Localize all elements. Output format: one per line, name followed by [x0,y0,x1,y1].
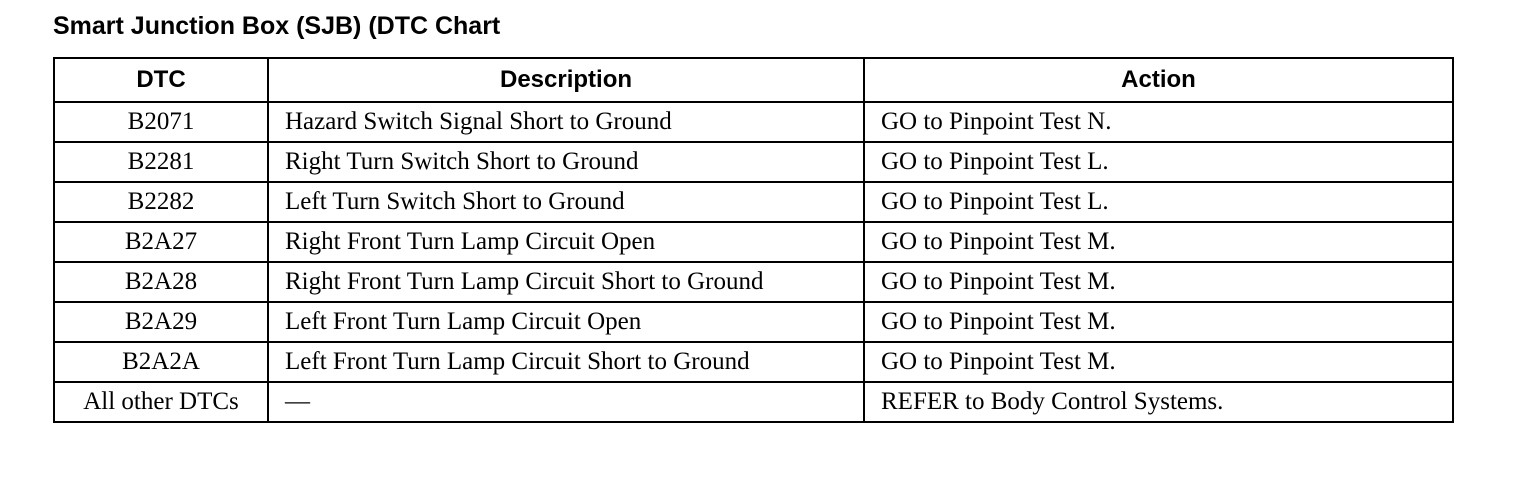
dtc-code-cell: B2282 [54,182,268,222]
table-row [54,102,1453,142]
table-row [54,222,1453,262]
table-row [54,302,1453,342]
table-row [54,182,1453,222]
action-cell: GO to Pinpoint Test N. [864,102,1453,142]
dtc-table [53,57,1454,423]
description-cell: Left Front Turn Lamp Circuit Short to Ground [268,342,864,382]
action-cell: REFER to Body Control Systems. [864,382,1453,422]
dtc-code-cell: B2A29 [54,302,268,342]
dtc-code-cell: All other DTCs [54,382,268,422]
table-row [54,382,1453,422]
dtc-code-cell: B2A28 [54,262,268,302]
description-cell: Left Front Turn Lamp Circuit Open [268,302,864,342]
description-cell: — [268,382,864,422]
description-cell: Left Turn Switch Short to Ground [268,182,864,222]
action-cell: GO to Pinpoint Test L. [864,182,1453,222]
dtc-code-cell: B2281 [54,142,268,182]
page-title: Smart Junction Box (SJB) (DTC Chart [53,12,501,40]
action-cell: GO to Pinpoint Test L. [864,142,1453,182]
action-cell: GO to Pinpoint Test M. [864,302,1453,342]
table-row [54,262,1453,302]
description-cell: Right Front Turn Lamp Circuit Open [268,222,864,262]
dtc-code-cell: B2A27 [54,222,268,262]
table-row [54,342,1453,382]
column-header-description: Description [268,58,864,102]
column-header-action: Action [864,58,1453,102]
dtc-code-cell: B2071 [54,102,268,142]
description-cell: Hazard Switch Signal Short to Ground [268,102,864,142]
column-header-dtc: DTC [54,58,268,102]
description-cell: Right Turn Switch Short to Ground [268,142,864,182]
description-cell: Right Front Turn Lamp Circuit Short to Ground [268,262,864,302]
table-header-row [54,58,1453,102]
action-cell: GO to Pinpoint Test M. [864,342,1453,382]
table-row [54,142,1453,182]
dtc-code-cell: B2A2A [54,342,268,382]
action-cell: GO to Pinpoint Test M. [864,262,1453,302]
action-cell: GO to Pinpoint Test M. [864,222,1453,262]
